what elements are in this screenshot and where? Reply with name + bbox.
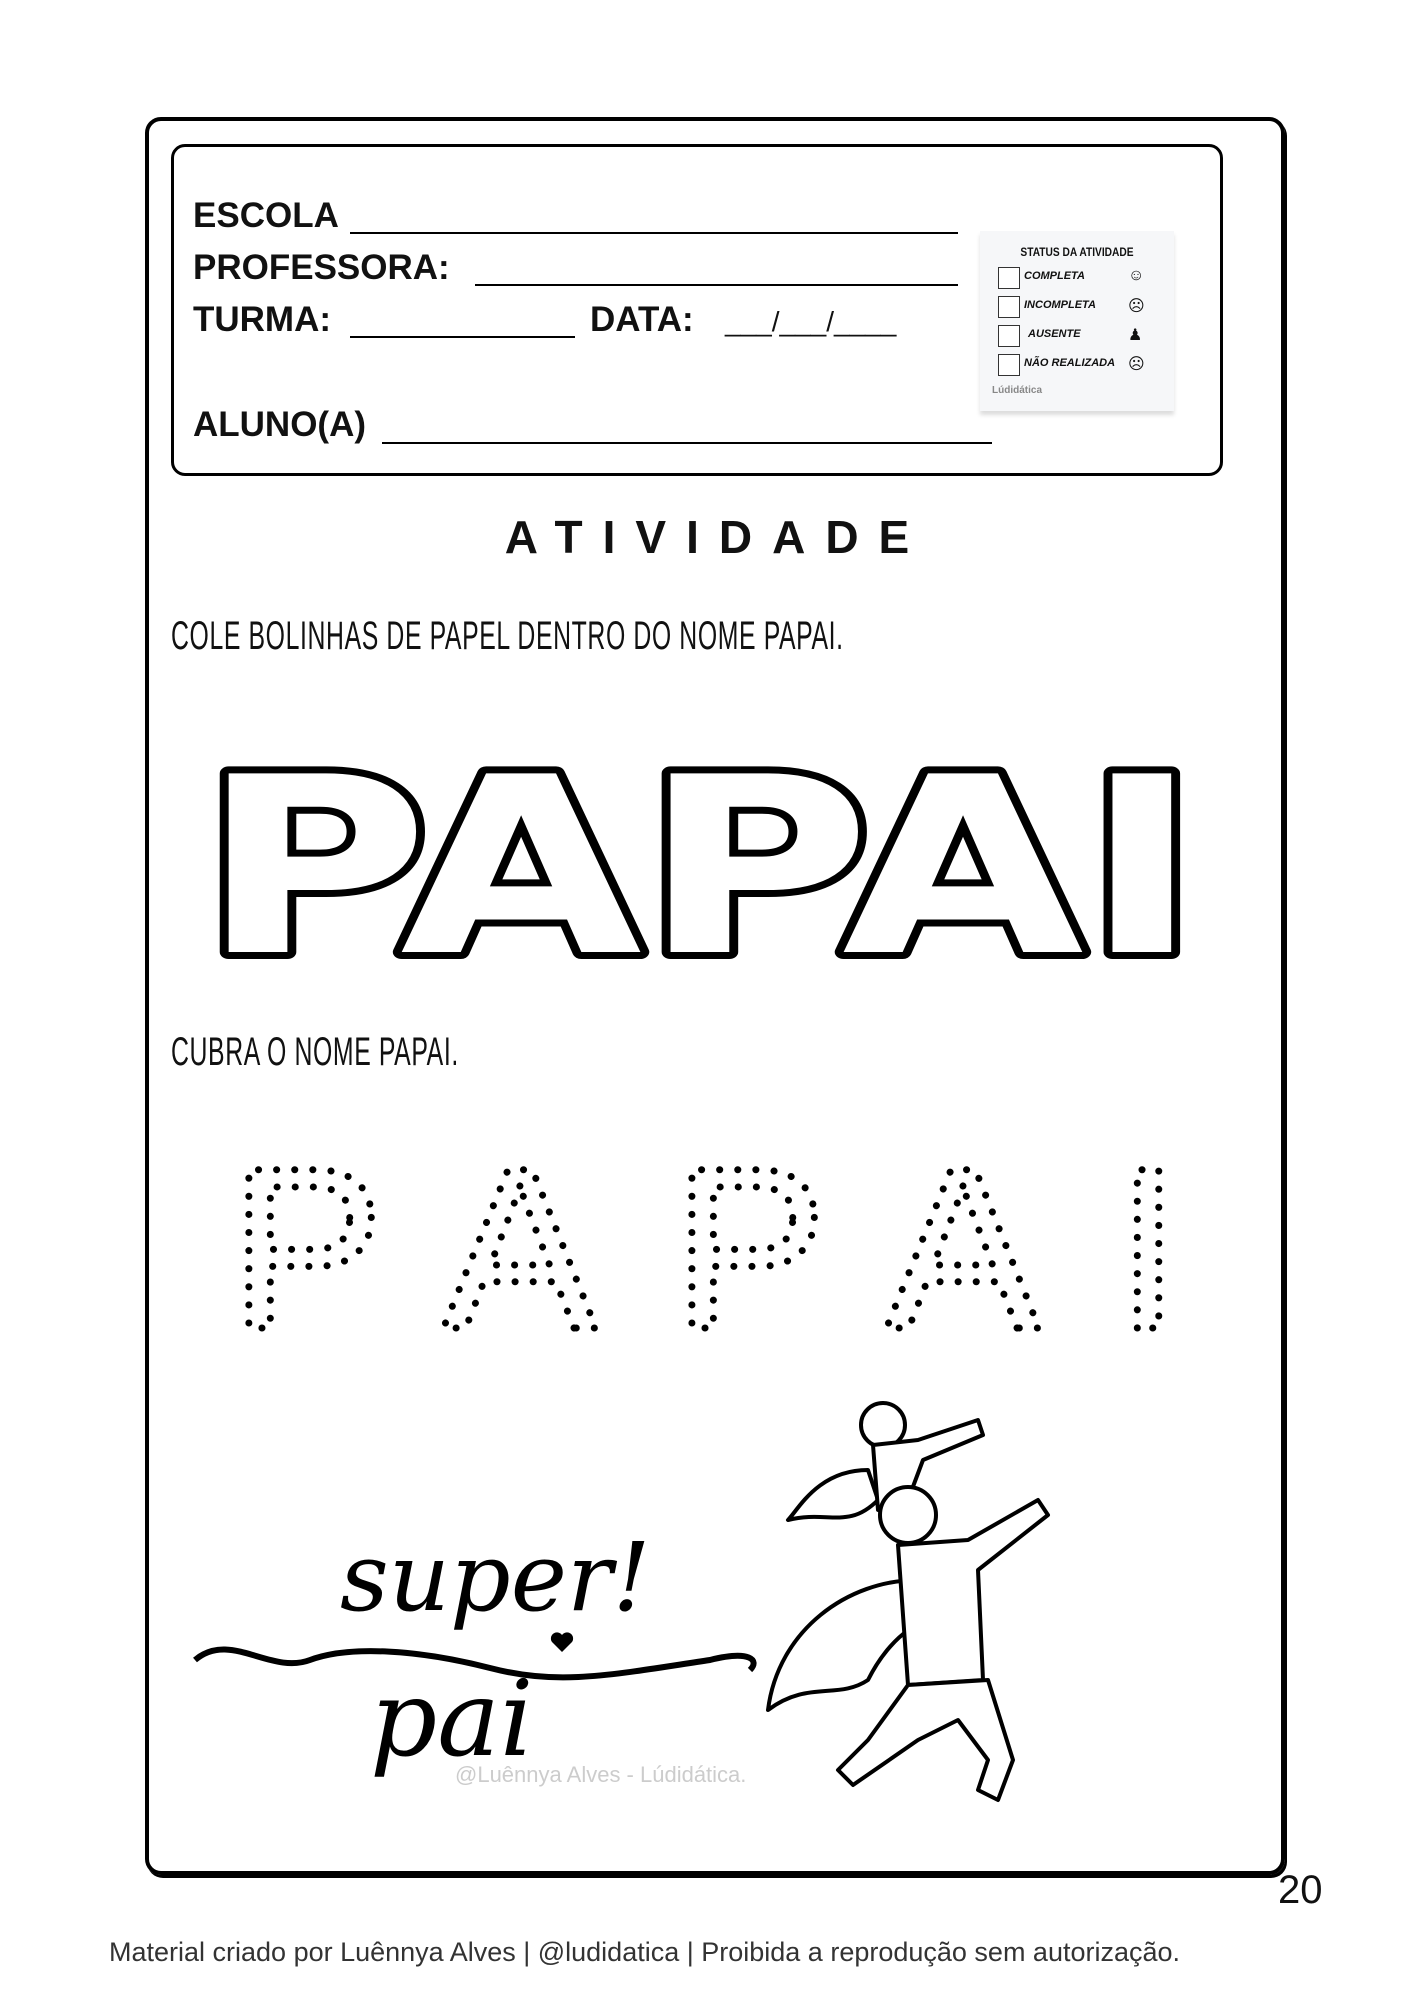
status-box xyxy=(980,231,1174,411)
checkbox[interactable] xyxy=(998,267,1020,289)
person-silhouette-icon: ♟ xyxy=(1128,327,1143,344)
status-option-not-done[interactable] xyxy=(998,354,1168,376)
status-label: NÃO REALIZADA xyxy=(1024,357,1116,369)
instruction-1: COLE BOLINHAS DE PAPEL DENTRO DO NOME PAPAI. xyxy=(171,614,844,658)
confused-face-icon: ☹ xyxy=(1128,356,1145,373)
school-field[interactable] xyxy=(350,232,958,234)
status-option-complete[interactable] xyxy=(998,267,1168,289)
class-field[interactable] xyxy=(350,336,575,338)
status-title: STATUS DA ATIVIDADE xyxy=(1020,245,1134,259)
watermark: @Luênnya Alves - Lúdidática. xyxy=(455,1762,747,1787)
checkbox[interactable] xyxy=(998,354,1020,376)
status-label: INCOMPLETA xyxy=(1024,299,1096,311)
status-label: AUSENTE xyxy=(1028,328,1081,340)
instruction-2: CUBRA O NOME PAPAI. xyxy=(171,1030,459,1074)
superhero-dad-illustration xyxy=(758,1380,1118,1820)
date-field[interactable]: ___/___/____ xyxy=(725,306,897,337)
heart-icon xyxy=(551,1632,573,1652)
dad-head xyxy=(880,1487,936,1543)
dotted-word-text[interactable]: PAPAI xyxy=(230,1150,1180,1350)
smiley-face-icon: ☺ xyxy=(1128,267,1145,284)
student-label: ALUNO(A) xyxy=(193,405,367,444)
activity-title: ATIVIDADE xyxy=(504,511,930,563)
dad-legs xyxy=(838,1680,1013,1800)
footer-credit: Material criado por Luênnya Alves | @ludidatica | Proibida a reprodução sem autorização. xyxy=(109,1937,1181,1967)
lettering-super: super! xyxy=(340,1523,651,1633)
status-label: COMPLETA xyxy=(1024,270,1085,282)
checkbox[interactable] xyxy=(998,325,1020,347)
outline-word-text: PAPAI xyxy=(200,725,1200,980)
outline-word xyxy=(170,720,1230,980)
school-label: ESCOLA xyxy=(193,196,339,235)
status-option-incomplete[interactable] xyxy=(998,296,1168,318)
status-brand: Lúdidática xyxy=(992,385,1043,396)
page-number: 20 xyxy=(1278,1868,1323,1912)
checkbox[interactable] xyxy=(998,296,1020,318)
class-label: TURMA: xyxy=(193,300,332,339)
dotted-word xyxy=(220,1150,1190,1350)
kid-cape xyxy=(788,1470,878,1520)
student-field[interactable] xyxy=(382,442,992,444)
status-option-absent[interactable] xyxy=(998,325,1168,347)
lettering-pai: pai xyxy=(370,1658,534,1780)
teacher-field[interactable] xyxy=(475,284,958,286)
date-label: DATA: xyxy=(590,300,694,339)
super-pai-lettering xyxy=(190,1500,770,1800)
teacher-label: PROFESSORA: xyxy=(193,248,450,287)
sad-face-icon: ☹ xyxy=(1128,298,1145,315)
